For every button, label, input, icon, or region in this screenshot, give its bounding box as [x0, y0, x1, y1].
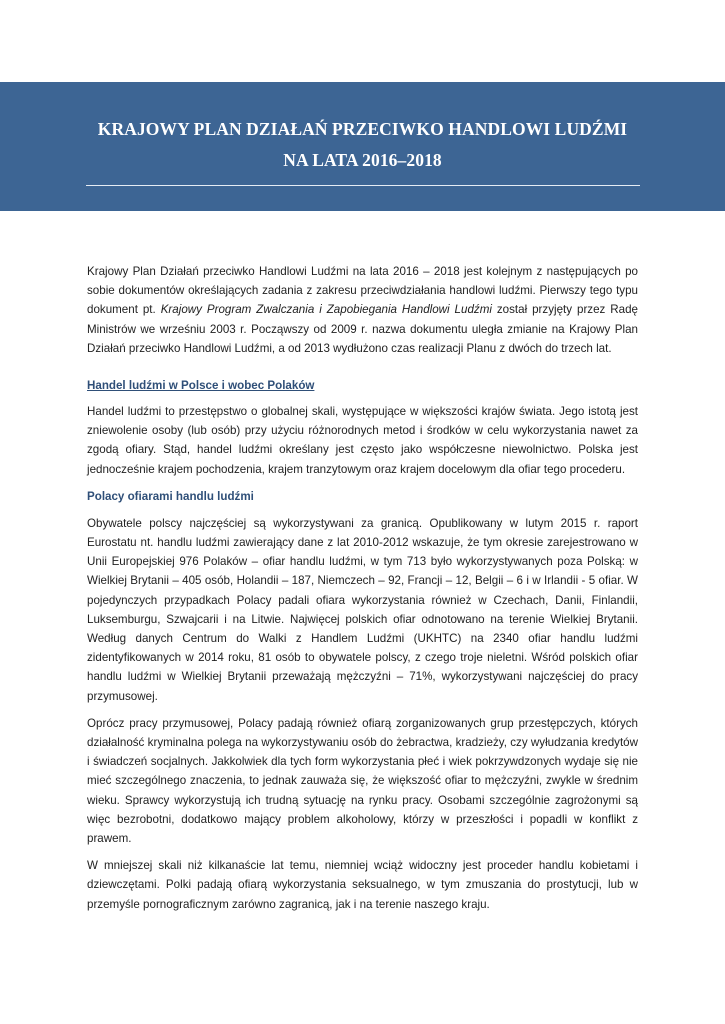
intro-text-part-1: Krajowy Plan Działań przeciwko Handlowi Ludźmi na lata 2016 – 2018 jest kolejnym z następujących po sobie dokumentów określających zadania z zakresu przeciwdziałania handlowi ludźmi. Pierwszy tego typu dokument pt. — [87, 265, 638, 317]
document-title-line-2: NA LATA 2016–2018 — [283, 150, 442, 170]
document-title — [0, 114, 725, 176]
document-body — [87, 262, 638, 914]
intro-paragraph — [87, 262, 638, 358]
section-1-paragraph: Handel ludźmi to przestępstwo o globalnej skali, występujące w większości krajów świata. Jego istotą jest zniewolenie osoby (lub osób) przy użyciu różnorodnych metod i środków w celu wykorzystania nawet za zgodą ofiary. Stąd, handel ludźmi określany jest często jako współczesne niewolnictwo. Polska jest jednocześnie krajem pochodzenia, krajem tranzytowym oraz krajem docelowym dla ofiar tego procederu. — [87, 405, 638, 476]
section-2-paragraph-2: Oprócz pracy przymusowej, Polacy padają również ofiarą zorganizowanych grup przestępczych, których działalność kryminalna polega na wykorzystywaniu osób do żebractwa, kradzieży, czy wyłudzania kredytów i świadczeń socjalnych. Jakkolwiek dla tych form wykorzystania płeć i wiek pokrzywdzonych wydaje się nie mieć szczególnego znaczenia, to jednak zauważa się, że większość ofiar to mężczyźni, zwykle w średnim wieku. Sprawcy wykorzystują ich trudną sytuację na rynku pracy. Osobami szczególnie zagrożonymi są więc bezrobotni, dodatkowo mający problem alkoholowy, którzy w przeszłości i popadli w konflikt z prawem. — [87, 716, 638, 846]
section-2-paragraph-3: W mniejszej skali niż kilkanaście lat temu, niemniej wciąż widoczny jest proceder handlu kobietami i dziewczętami. Polki padają ofiarą wykorzystania seksualnego, w tym zmuszania do prostytucji, lub w przemyśle pornograficznym zarówno zagranicą, jak i na terenie naszego kraju. — [87, 859, 638, 911]
section-2-paragraph-1: Obywatele polscy najczęściej są wykorzystywani za granicą. Opublikowany w lutym 2015 r. raport Eurostatu nt. handlu ludźmi zawierający dane z lat 2010-2012 wskazuje, że tym okresie zarejestrowano w Unii Europejskiej 976 Polaków – ofiar handlu ludźmi, w tym 713 było wykorzystywanych poza Polską: w Wielkiej Brytanii – 405 osób, Holandii – 187, Niemczech – 92, Francji – 12, Belgii – 6 i w Irlandii - 5 ofiar. W pojedynczych przypadkach Polacy padali ofiara wykorzystania również w Czechach, Danii, Finlandii, Luksemburgu, Szwajcarii i na Litwie. Najwięcej polskich ofiar odnotowano na terenie Wielkiej Brytanii. Według danych Centrum do Walki z Handlem Ludźmi (UKHTC) na 2340 ofiar handlu ludźmi zidentyfikowanych w 2014 roku, 81 osób to obywatele polscy, z czego troje nieletni. Wśród polskich ofiar handlu ludźmi w Wielkiej Brytanii przeważają mężczyźni – 71%, wykorzystywani najczęściej do pracy przymusowej. — [87, 516, 638, 703]
intro-program-title: Krajowy Program Zwalczania i Zapobiegania Handlowi Ludźmi — [160, 303, 492, 317]
section-heading-trafficking-in-poland-text: Handel ludźmi w Polsce i wobec Polaków — [87, 379, 315, 393]
section-heading-polish-victims: Polacy ofiarami handlu ludźmi — [87, 489, 254, 503]
section-heading-trafficking-in-poland — [87, 376, 638, 395]
document-title-line-1: KRAJOWY PLAN DZIAŁAŃ PRZECIWKO HANDLOWI LUDŹMI — [97, 119, 628, 139]
title-divider — [86, 185, 640, 186]
intro-text-part-2: został przyjęty przez Radę Ministrów we wrześniu 2003 r. Począwszy od 2009 r. nazwa dokumentu uległa zmianie na Krajowy Plan Działań przeciwko Handlowi Ludźmi, a od 2013 wydłużono czas realizacji Planu z dwóch do trzech lat. — [87, 303, 638, 355]
